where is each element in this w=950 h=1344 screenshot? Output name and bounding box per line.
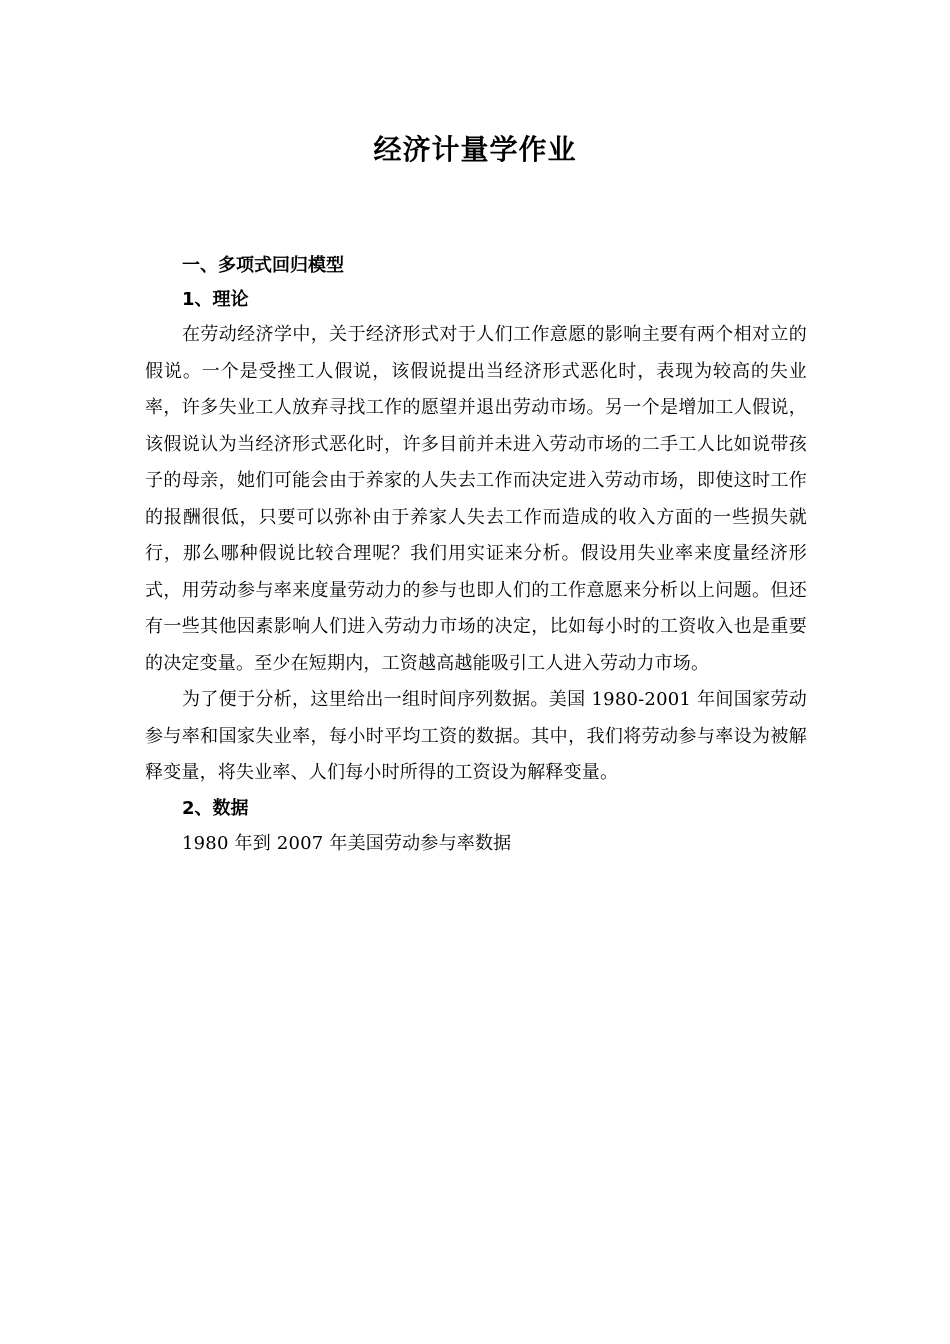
paragraph-theory: 在劳动经济学中，关于经济形式对于人们工作意愿的影响主要有两个相对立的假说。一个是受挫工人假说，该假说提出当经济形式恶化时，表现为较高的失业率，许多失业工人放弃寻找工作的愿望并退出劳动市场。另一个是增加工人假说，该假说认为当经济形式恶化时，许多目前并未进入劳动市场的二手工人比如说带孩子的母亲，她们可能会由于养家的人失去工作而决定进入劳动市场，即使这时工作的报酬很低，只要可以弥补由于养家人失去工作而造成的收入方面的一些损失就行，那么哪种假说比较合理呢？我们用实证来分析。假设用失业率来度量经济形式，用劳动参与率来度量劳动力的参与也即人们的工作意愿来分析以上问题。但还有一些其他因素影响人们进入劳动力市场的决定，比如每小时的工资收入也是重要的决定变量。至少在短期内，工资越高越能吸引工人进入劳动力市场。 [145, 324, 807, 674]
document-title: 经济计量学作业 [373, 133, 577, 166]
section-heading-polynomial-regression: 一、多项式回归模型 [182, 255, 344, 276]
paragraph-data-caption: 1980 年到 2007 年美国劳动参与率数据 [182, 832, 512, 854]
document-body [145, 249, 807, 862]
subsection-heading-data: 2、数据 [182, 797, 249, 819]
paragraph-analysis: 为了便于分析，这里给出一组时间序列数据。美国 1980-2001 年间国家劳动参与率和国家失业率，每小时平均工资的数据。其中，我们将劳动参与率设为被解释变量，将失业率、人们每小时所得的工资设为解释变量。 [145, 689, 807, 783]
subsection-heading-theory: 1、理论 [182, 289, 249, 310]
